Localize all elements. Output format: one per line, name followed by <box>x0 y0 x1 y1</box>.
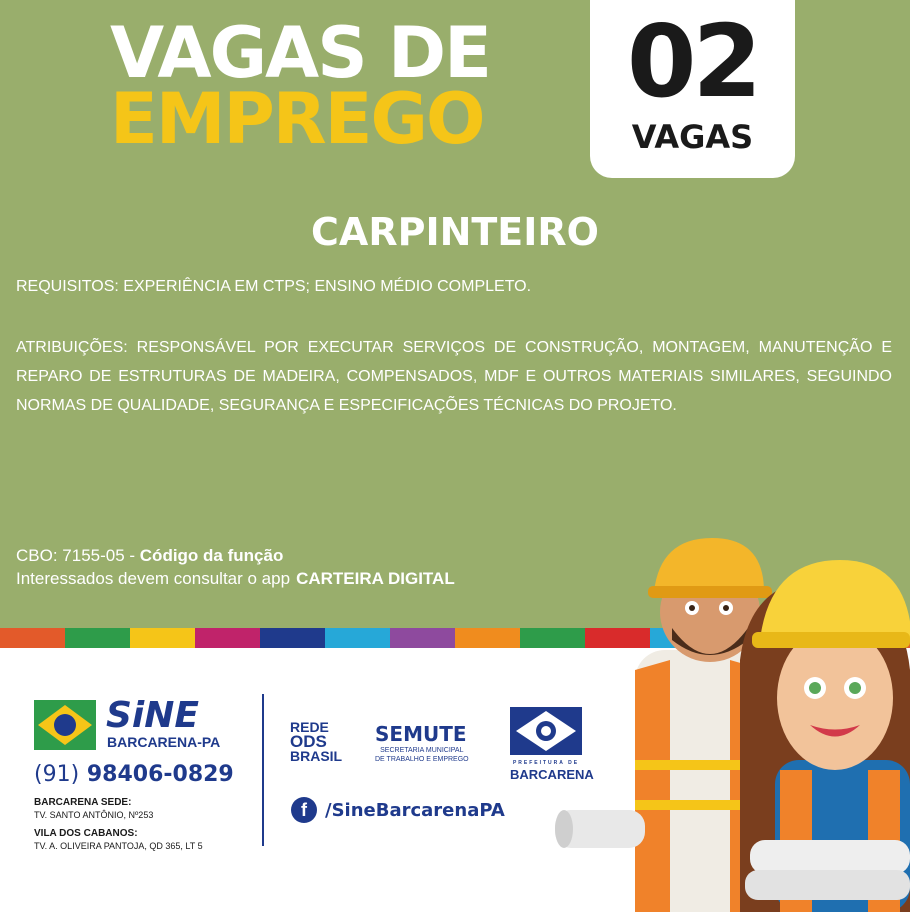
stripe-segment <box>390 628 455 648</box>
cbo-code: CBO: 7155-05 - <box>16 546 140 565</box>
rede-line-1: REDE <box>290 719 329 735</box>
sine-name: SiNE <box>106 695 199 736</box>
prefeitura-label: PREFEITURA DE <box>512 760 580 766</box>
vila-address: TV. A. OLIVEIRA PANTOJA, QD 365, LT 5 <box>34 841 203 851</box>
phone-main: 98406-0829 <box>86 762 234 787</box>
app-line <box>16 569 455 589</box>
app-text: Interessados devem consultar o app <box>16 569 291 588</box>
brazil-flag-icon <box>34 700 96 750</box>
app-name: CARTEIRA DIGITAL <box>296 569 455 588</box>
rede-line-3: BRASIL <box>290 748 343 764</box>
stripe-segment <box>130 628 195 648</box>
male-worker <box>555 538 772 912</box>
stripe-segment <box>455 628 520 648</box>
footer-divider <box>262 694 264 846</box>
title-line-2: EMPREGO <box>110 78 484 160</box>
stripe-segment <box>260 628 325 648</box>
stripe-segment <box>0 628 65 648</box>
requirements-text: REQUISITOS: EXPERIÊNCIA EM CTPS; ENSINO MÉDIO COMPLETO. <box>16 278 532 295</box>
stripe-segment <box>325 628 390 648</box>
sine-city: BARCARENA-PA <box>107 734 221 750</box>
semute-name: SEMUTE <box>375 722 467 746</box>
stripe-segment <box>195 628 260 648</box>
vagas-count: 02 <box>626 3 759 120</box>
cbo-label: Código da função <box>139 546 284 565</box>
vagas-label: VAGAS <box>631 118 754 156</box>
construction-workers-illustration <box>550 520 910 912</box>
female-worker <box>740 560 910 912</box>
sede-label: BARCARENA SEDE: <box>34 797 132 808</box>
rede-ods-logo <box>290 720 342 763</box>
phone-ddd: (91) <box>34 762 80 787</box>
vagas-badge <box>590 0 795 178</box>
facebook-link[interactable] <box>291 797 505 823</box>
rede-line-2: ODS <box>290 732 327 751</box>
cbo-line <box>16 546 283 566</box>
facebook-handle: /SineBarcarenaPA <box>325 799 505 821</box>
stripe-segment <box>65 628 130 648</box>
phone-number <box>34 762 234 787</box>
title-line-1: VAGAS DE <box>110 12 490 94</box>
semute-logo <box>375 722 469 764</box>
sede-address: TV. SANTO ANTÔNIO, Nº253 <box>34 810 154 820</box>
vila-label: VILA DOS CABANOS: <box>34 828 138 839</box>
sine-logo <box>34 695 224 755</box>
job-title: CARPINTEIRO <box>311 210 599 254</box>
semute-sub-1: SECRETARIA MUNICIPAL <box>380 747 464 754</box>
facebook-icon: f <box>291 797 317 823</box>
prefeitura-city: BARCARENA <box>510 767 594 782</box>
semute-sub-2: DE TRABALHO E EMPREGO <box>375 756 469 763</box>
attributions-text: ATRIBUIÇÕES: RESPONSÁVEL POR EXECUTAR SERVIÇOS DE CONSTRUÇÃO, MONTAGEM, MANUTENÇÃO E REPARO DE ESTRUTURAS DE MADEIRA, COMPENSADOS, MDF E OUTROS MATERIAIS SIMILARES, SEGUINDO NORMAS DE QUALIDADE, SEGURANÇA E ESPECIFICAÇÕES TÉCNICAS DO PROJETO. <box>16 339 892 414</box>
